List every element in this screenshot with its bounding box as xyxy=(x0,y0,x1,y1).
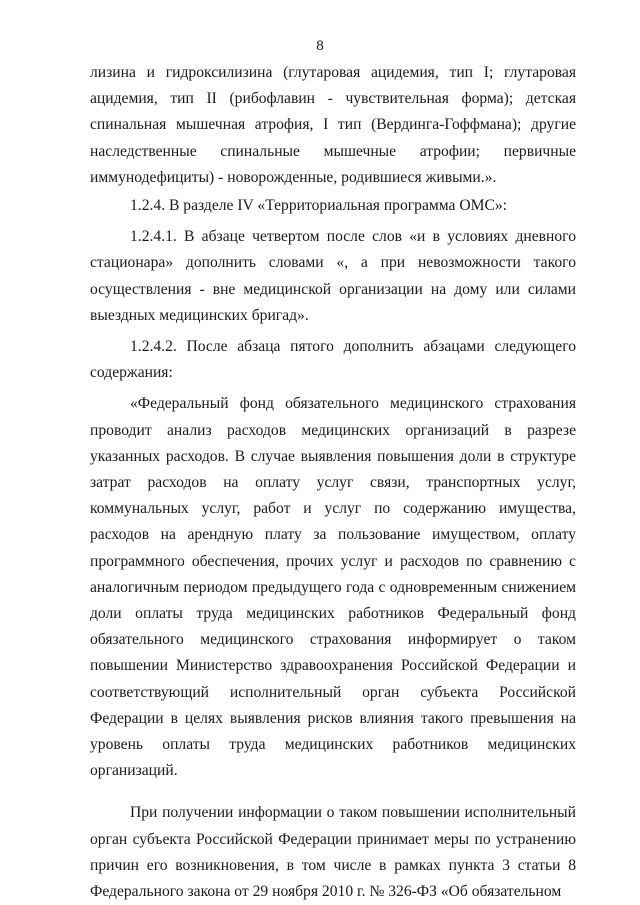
paragraph-continuation: лизина и гидроксилизина (глутаровая ацидемия, тип I; глутаровая ацидемия, тип II (рибофлавин - чувствительная форма); детская спинальная мышечная атрофия, I тип (Вердинга-Гоффмана); другие наследственные спинальные мышечные атрофии; первичные иммунодефициты) - новорожденные, родившиеся живыми.». xyxy=(90,64,576,186)
paragraph-section-1-2-4-1: 1.2.4.1. В абзаце четвертом после слов «и в условиях дневного стационара» дополнить словами «, а при невозможности такого осуществления - вне медицинской организации на дому или силами выездных медицинских бригад». xyxy=(90,228,576,324)
paragraph-section-1-2-4-2: 1.2.4.2. После абзаца пятого дополнить абзацами следующего содержания: xyxy=(90,338,576,382)
page-number: 8 xyxy=(316,38,324,54)
document-body xyxy=(90,60,576,905)
paragraph-regional-measures: При получении информации о таком повышении исполнительный орган субъекта Российской Федерации принимает меры по устранению причин его возникновения, в том числе в рамках пункта 3 статьи 8 Федерального закона от 29 ноября 2010 г. № 326-ФЗ «Об обязательном xyxy=(90,804,576,901)
paragraph-section-1-2-4: 1.2.4. В разделе IV «Территориальная программа ОМС»: xyxy=(130,197,507,215)
paragraph-quote-ffoms: «Федеральный фонд обязательного медицинского страхования проводит анализ расходов медицинских организаций в разрезе указанных расходов. В случае выявления повышения доли в структуре затрат расходов на оплату услуг связи, транспортных услуг, коммунальных услуг, работ и услуг по содержанию имущества, расходов на арендную плату за пользование имуществом, оплату программного обеспечения, прочих услуг и расходов по сравнению с аналогичным периодом предыдущего года с одновременным снижением доли оплаты труда медицинских работников Федеральный фонд обязательного медицинского страхования информирует о таком повышении Министерство здравоохранения Российской Федерации и соответствующий исполнительный орган субъекта Российской Федерации в целях выявления рисков влияния такого превышения на уровень оплаты труда медицинских работников медицинских организаций. xyxy=(90,395,576,780)
